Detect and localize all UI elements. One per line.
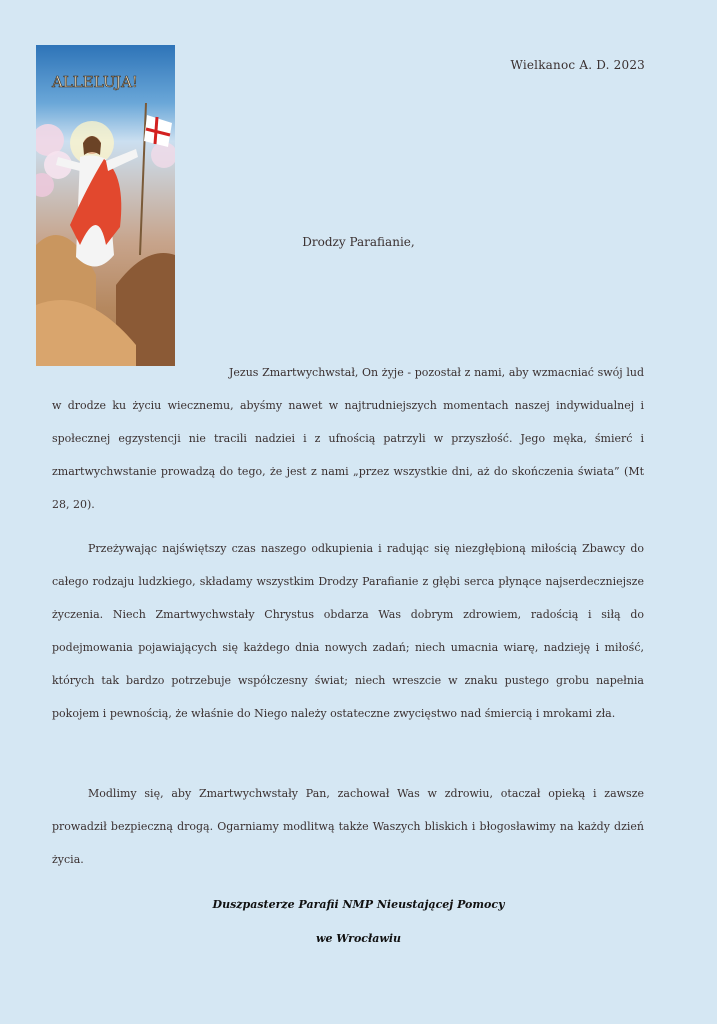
letter-date: Wielkanoc A. D. 2023 [510,58,645,72]
letter-greeting: Drodzy Parafianie, [302,235,415,249]
banner-text: ALLELUJA! [52,73,138,91]
risen-christ-icon [36,45,175,366]
easter-image [36,45,175,366]
signature-parish: Duszpasterze Parafii NMP Nieustającej Pomocy [212,898,505,911]
paragraph-2: Przeżywając najświętszy czas naszego odkupienia i radując się niezgłębioną miłością Zbawcy do całego rodzaju ludzkiego, składamy wszystkim Drodzy Parafianie z głębi serca płynące najserdeczniejsze życzenia. Niech Zmartwychwstały Chrystus obdarza Was dobrym zdrowiem, radością i siłą do podejmowania pojawiających się każdego dnia nowych zadań; niech umacnia wiarę, nadzieję i miłość, których tak bardzo potrzebuje współczesny świat; niech wreszcie w znaku pustego grobu napełnia pokojem i pewnością, że właśnie do Niego należy ostateczne zwycięstwo nad śmiercią i mrokami zła. [52,542,644,720]
paragraph-3: Modlimy się, aby Zmartwychwstały Pan, zachował Was w zdrowiu, otaczał opieką i zawsze prowadził bezpieczną drogą. Ogarniamy modlitwą także Waszych bliskich i błogosławimy na każdy dzień życia. [52,787,644,866]
signature-city: we Wrocławiu [316,932,401,945]
paragraph-1: Jezus Zmartwychwstał, On żyje - pozostał z nami, aby wzmacniać swój lud w drodze ku życiu wiecznemu, abyśmy nawet w najtrudniejszych momentach naszej indywidualnej i społecznej egzystencji nie tracili nadziei i z ufnością patrzyli w przyszłość. Jego męka, śmierć i zmartwychwstanie prowadzą do tego, że jest z nami „przez wszystkie dni, aż do skończenia świata” (Mt 28, 20). [52,366,644,511]
